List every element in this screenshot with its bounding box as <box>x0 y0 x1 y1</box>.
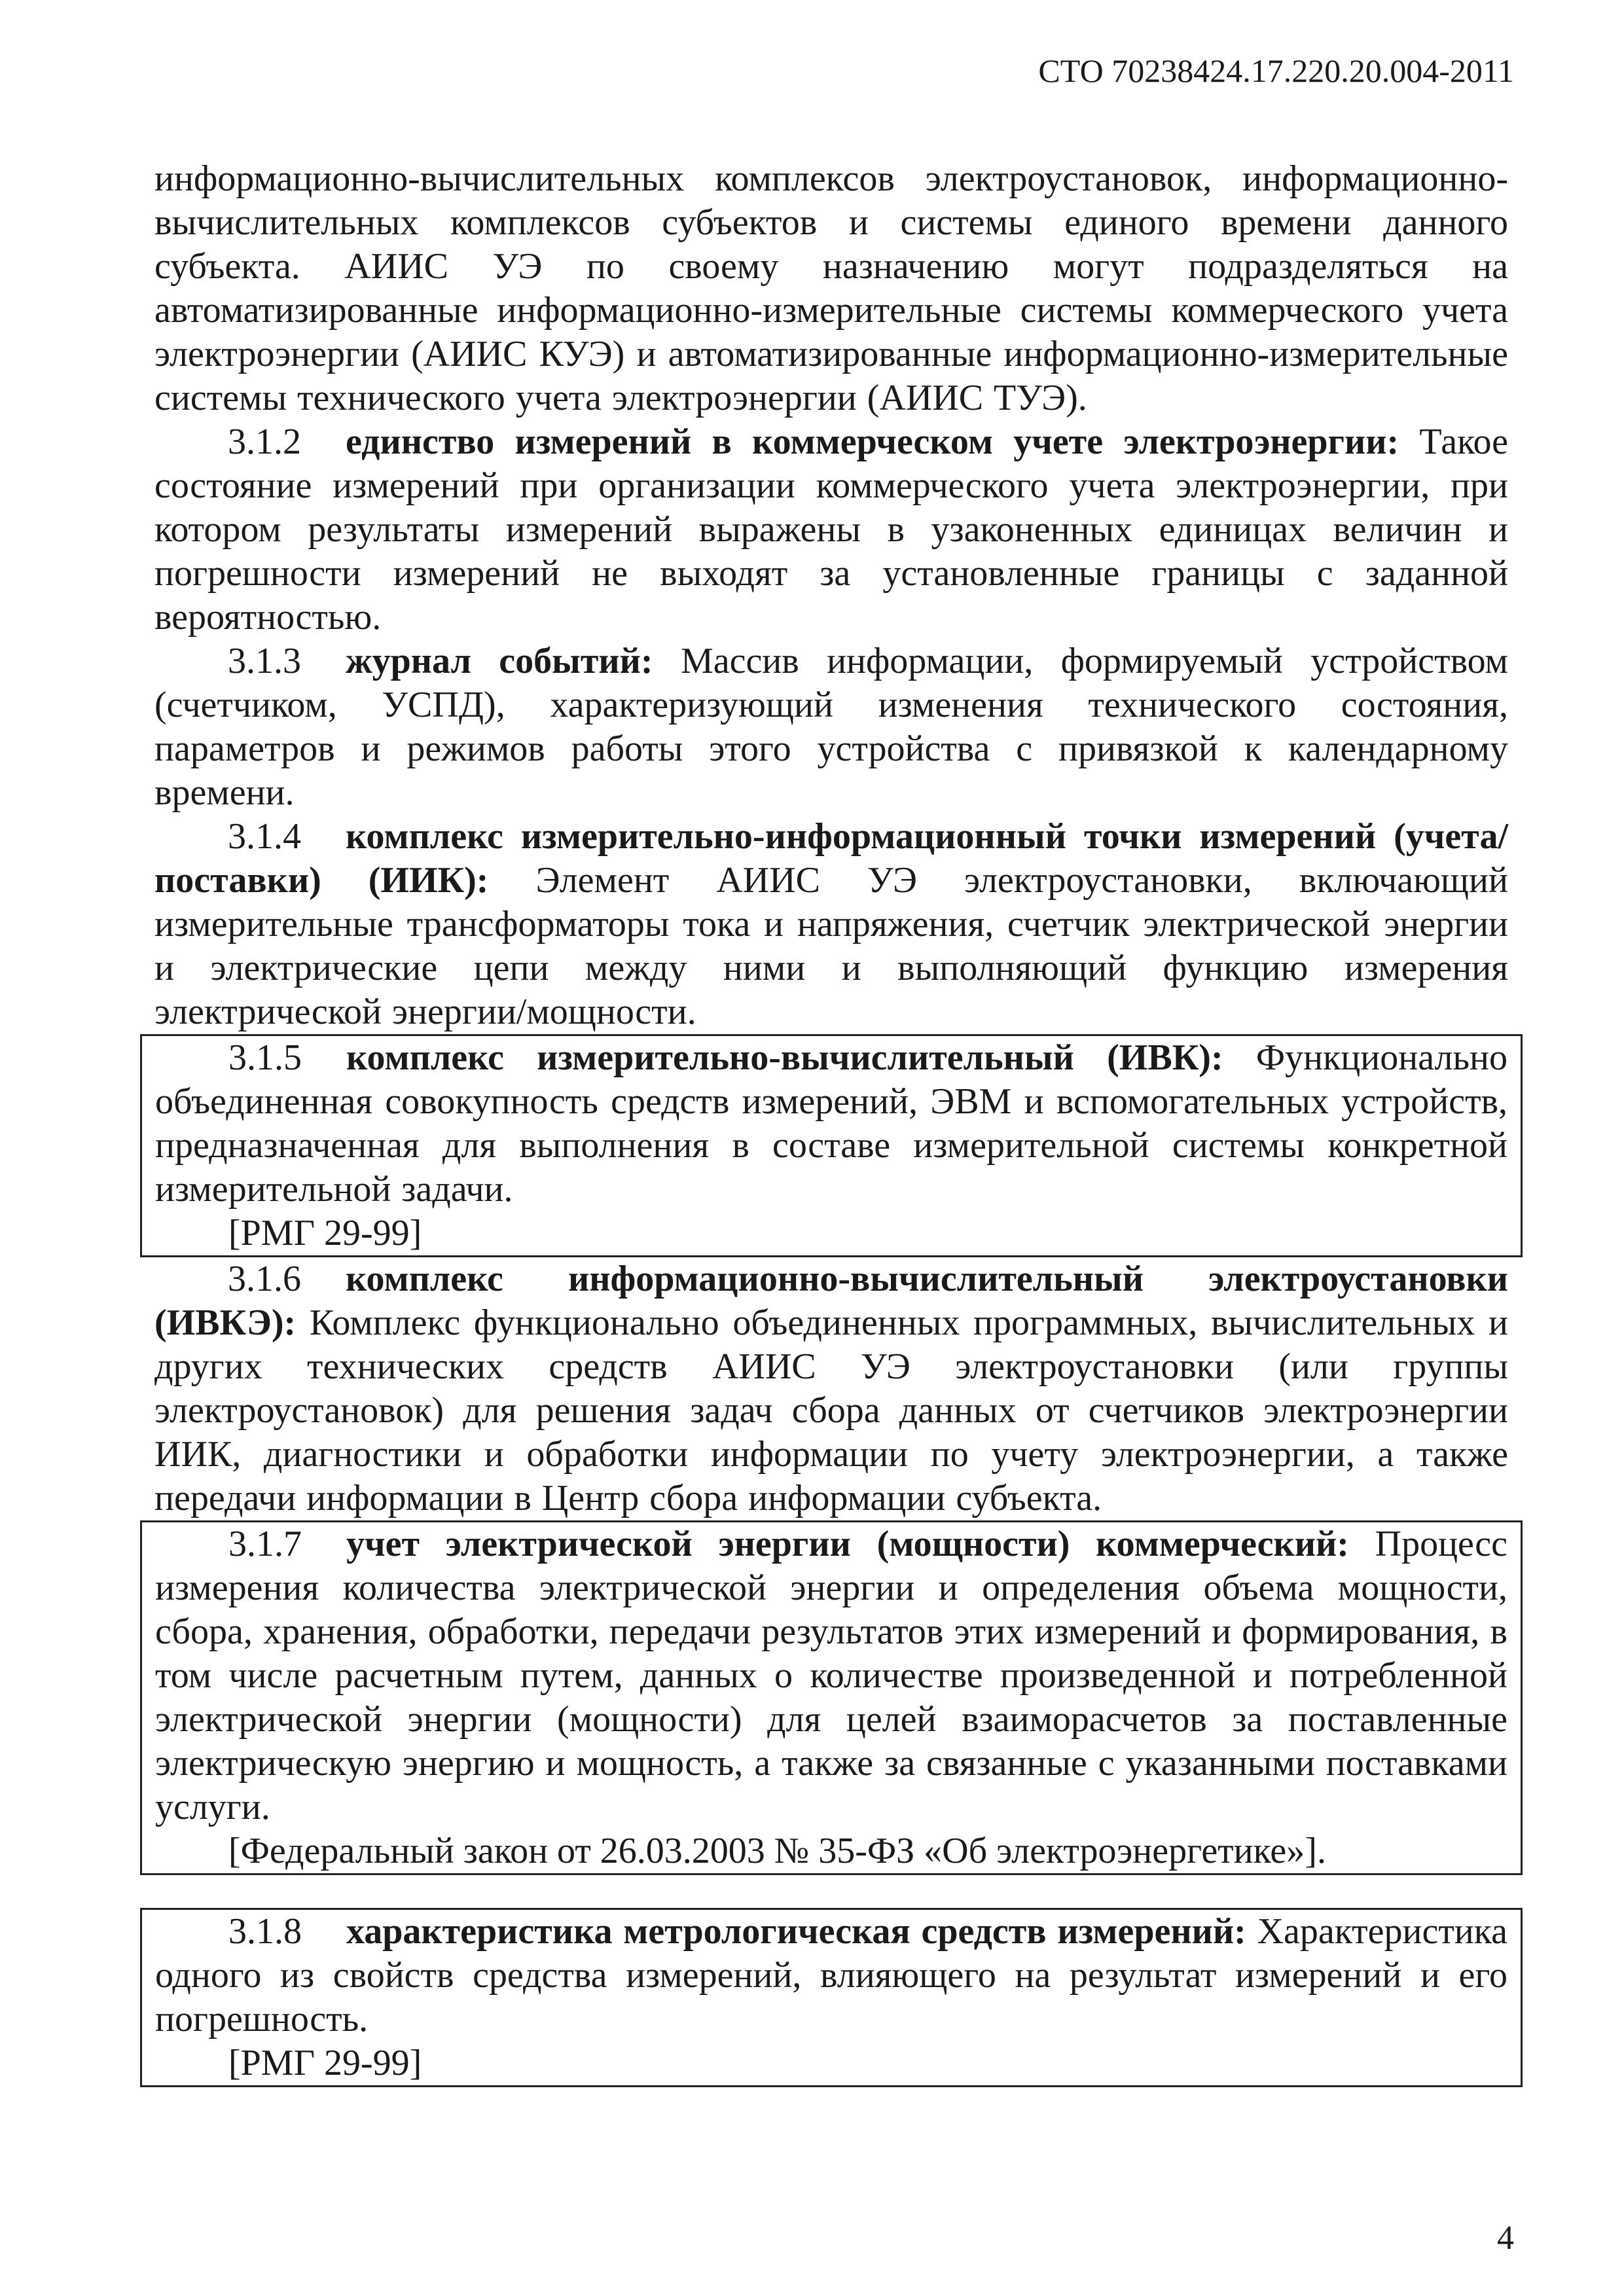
source-reference: [РМГ 29-99] <box>228 1213 422 1253</box>
clause-number: 3.1.2 <box>228 422 301 462</box>
definition-3-1-6 <box>154 1257 1508 1520</box>
definition-text: Элемент АИИС УЭ электроустановки, включающий измерительные трансформаторы тока и напряжения, счетчик электрической энергии и электрические цепи между ними и выполняющий функцию измерения электрической энергии/мощности. <box>154 860 1508 1032</box>
term: комплекс измерительно-вычислительный (ИВК): <box>346 1037 1223 1078</box>
definition-3-1-7 <box>155 1522 1507 1829</box>
boxed-definition-3-1-5 <box>140 1034 1523 1257</box>
definition-text: Характеристика одного из свойств средства измерений, влияющего на результат измерений и его погрешность. <box>155 1911 1507 2039</box>
term: журнал событий: <box>346 641 653 681</box>
clause-number: 3.1.7 <box>228 1524 302 1564</box>
definition-3-1-5 <box>155 1036 1507 1211</box>
term: единство измерений в коммерческом учете электроэнергии: <box>346 422 1399 462</box>
definition-text: Функционально объединенная совокупность средств измерений, ЭВМ и вспомогательных устройств, предназначенная для выполнения в составе измерительной системы конкретной измерительной задачи. <box>155 1037 1507 1210</box>
definition-3-1-8 <box>155 1910 1507 2041</box>
definition-3-1-4 <box>154 815 1508 1034</box>
document-body <box>154 157 1508 2087</box>
term: характеристика метрологическая средств измерений: <box>346 1911 1246 1952</box>
boxed-definition-3-1-7 <box>140 1520 1523 1875</box>
boxed-definition-3-1-8 <box>140 1908 1523 2087</box>
document-code-header: СТО 70238424.17.220.20.004-2011 <box>1038 52 1514 89</box>
definition-3-1-3 <box>154 639 1508 815</box>
clause-number: 3.1.4 <box>228 816 301 857</box>
definition-3-1-2 <box>154 420 1508 639</box>
definition-text: Такое состояние измерений при организации коммерческого учета электроэнергии, при котором результаты измерений выражены в узаконенных единицах величин и погрешности измерений не выходят за установленные границы с заданной вероятностью. <box>154 422 1508 637</box>
clause-number: 3.1.6 <box>228 1259 301 1299</box>
page-number: 4 <box>1497 2219 1514 2257</box>
source-reference: [Федеральный закон от 26.03.2003 № 35-ФЗ «Об электроэнергетике»]. <box>228 1831 1326 1871</box>
clause-number: 3.1.8 <box>228 1911 302 1952</box>
source-reference: [РМГ 29-99] <box>228 2043 422 2083</box>
clause-number: 3.1.5 <box>228 1037 302 1078</box>
term: комплекс измерительно-информационный точки измерений (учета/поставки) (ИИК): <box>154 816 1508 901</box>
term: комплекс информационно-вычислительный электроустановки (ИВКЭ): <box>154 1259 1508 1343</box>
definition-text: Комплекс функционально объединенных программных, вычислительных и других технических средств АИИС УЭ электроустановки (или группы электроустановок) для решения задач сбора данных от счетчиков электроэнергии ИИК, диагностики и обработки информации по учету электроэнергии, а также передачи информации в Центр сбора информации субъекта. <box>154 1302 1508 1518</box>
clause-number: 3.1.3 <box>228 641 301 681</box>
term: учет электрической энергии (мощности) коммерческий: <box>346 1524 1349 1564</box>
definition-text: Процесс измерения количества электрической энергии и определения объема мощности, сбора, хранения, обработки, передачи результатов этих измерений и формирования, в том числе расчетным путем, данных о количестве произведенной и потребленной электрической энергии (мощности) для целей взаиморасчетов за поставленные электрическую энергию и мощность, а также за связанные с указанными поставками услуги. <box>155 1524 1507 1827</box>
intro-paragraph: информационно-вычислительных комплексов электроустановок, информационно-вычислительных комплексов субъектов и системы единого времени данного субъекта. АИИС УЭ по своему назначению могут подразделяться на автоматизированные информационно-измерительные системы коммерческого учета электроэнергии (АИИС КУЭ) и автоматизированные информационно-измерительные системы технического учета электроэнергии (АИИС ТУЭ). <box>154 158 1508 418</box>
definition-text: Массив информации, формируемый устройством (счетчиком, УСПД), характеризующий изменения технического состояния, параметров и режимов работы этого устройства с привязкой к календарному времени. <box>154 641 1508 813</box>
